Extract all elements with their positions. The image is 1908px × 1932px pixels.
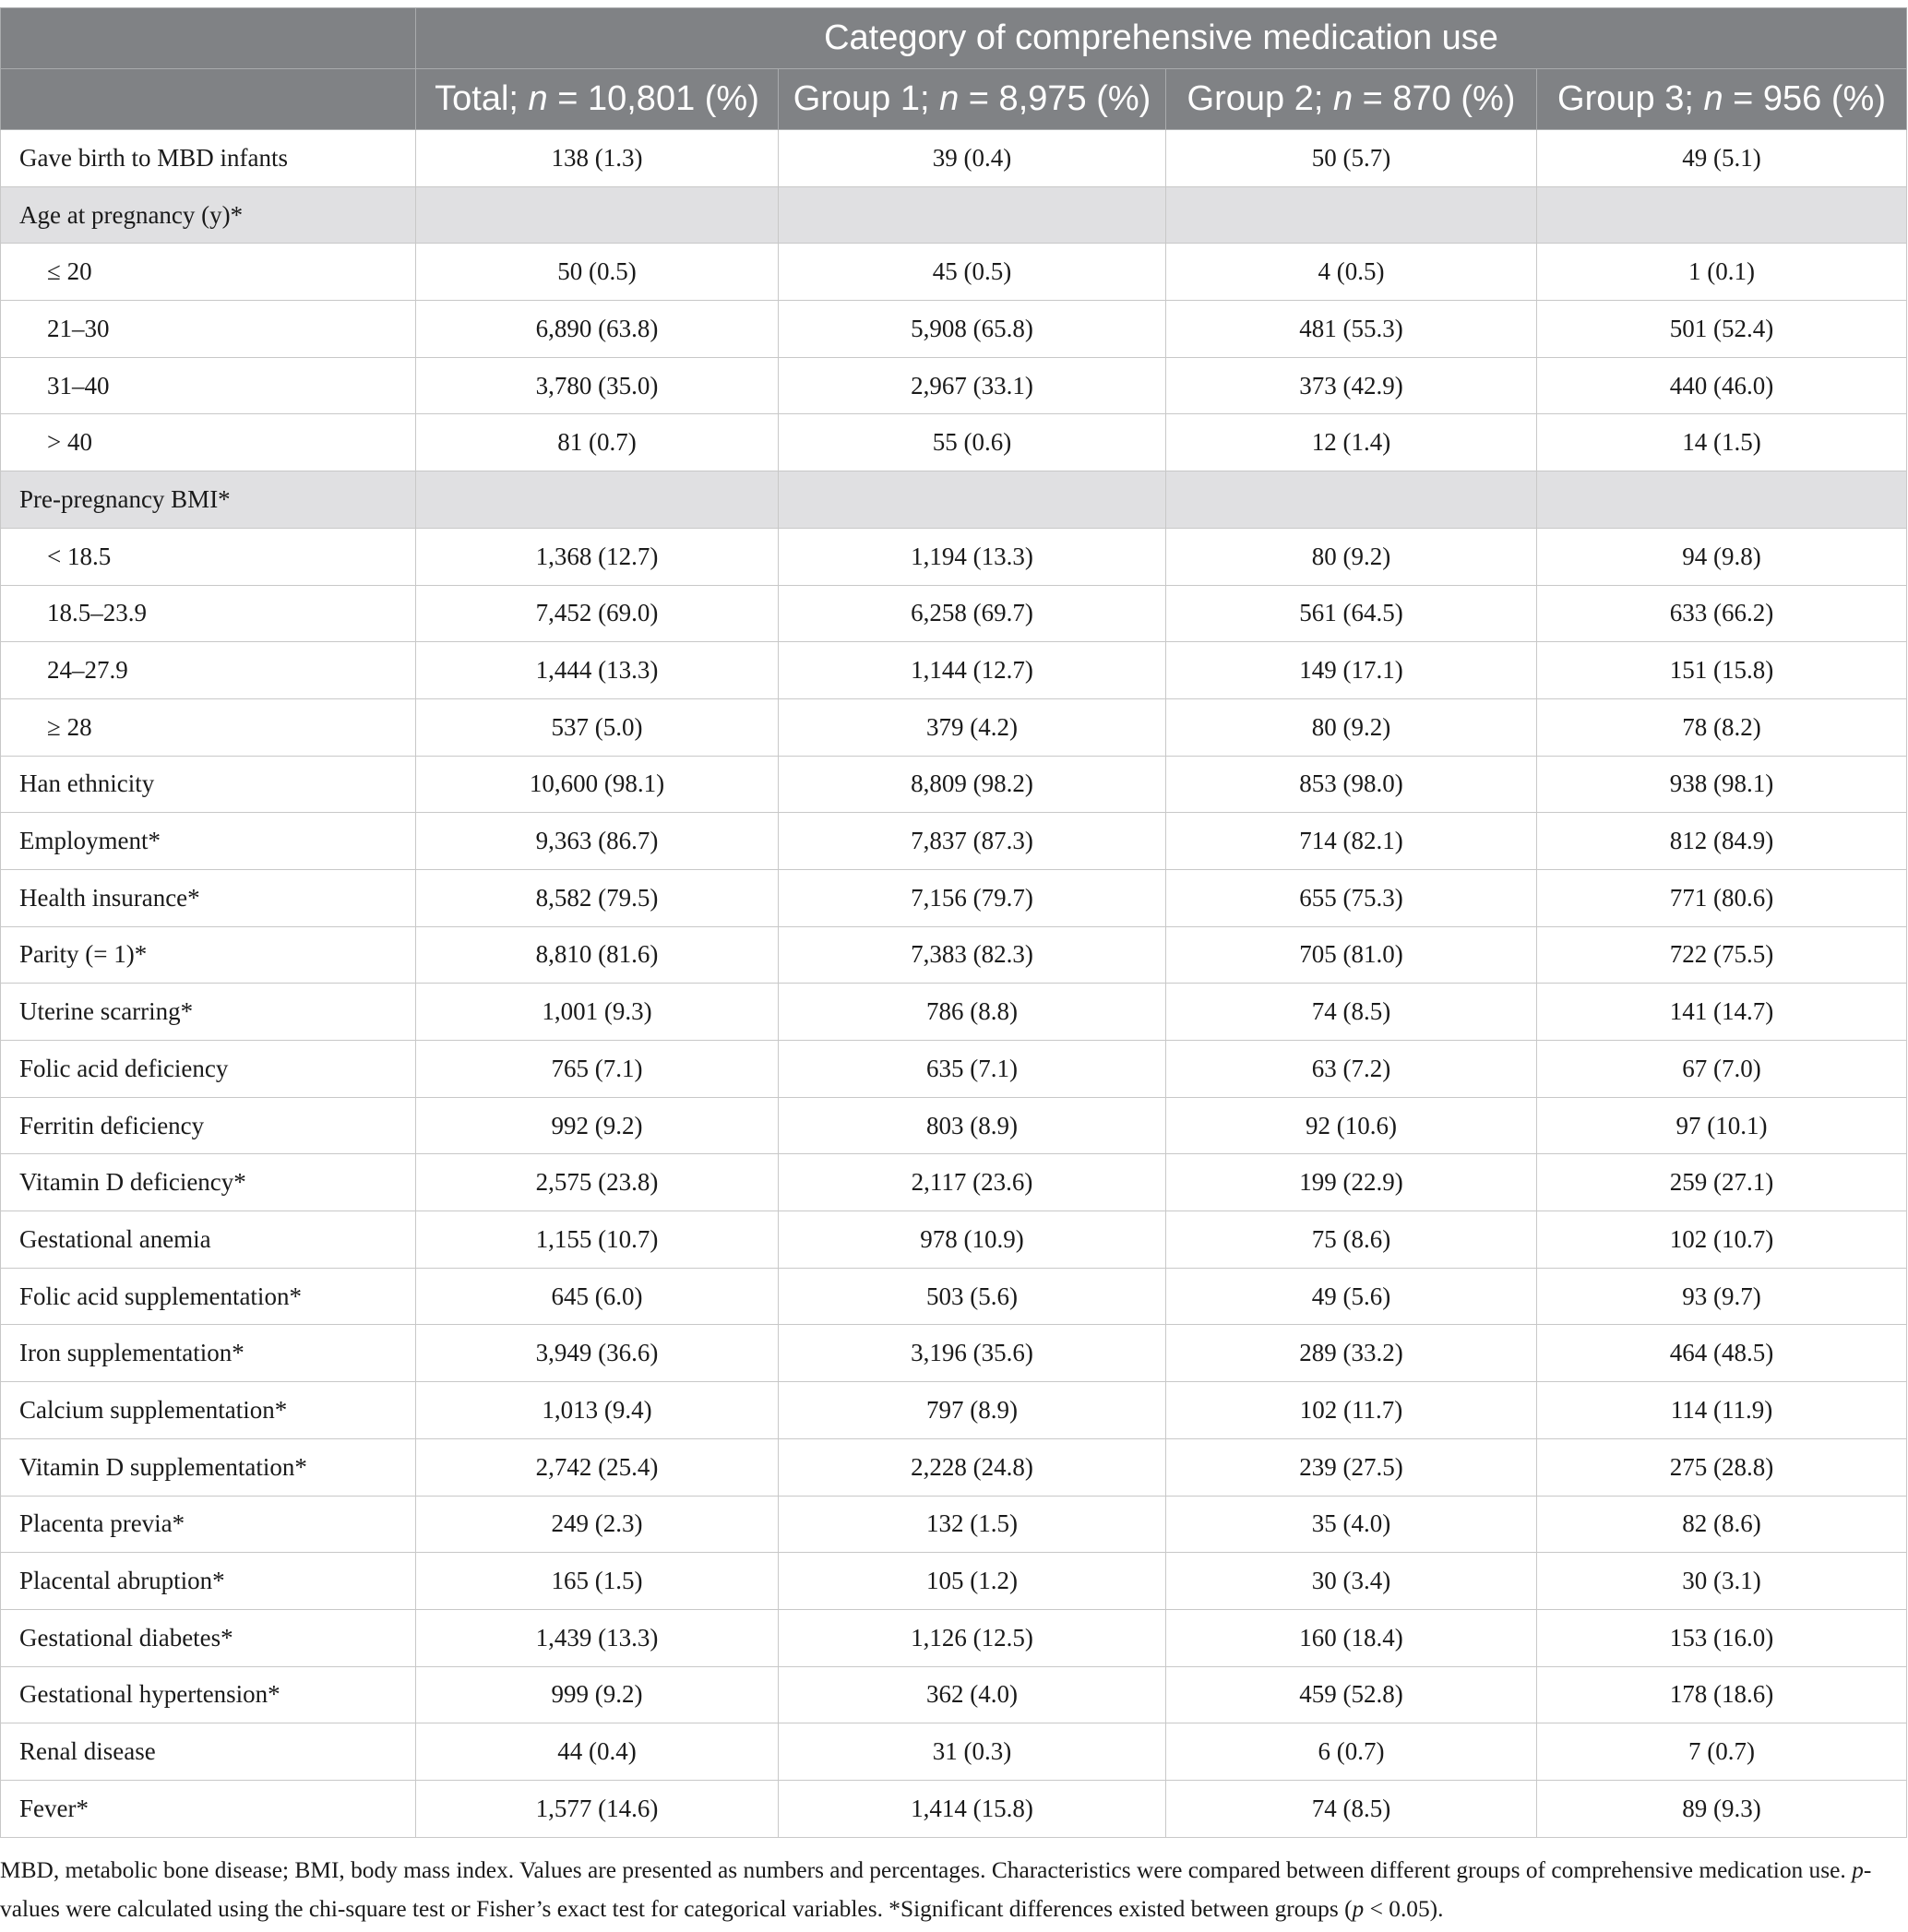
cell-total: 2,742 (25.4) <box>416 1438 779 1496</box>
cell-group-1: 7,837 (87.3) <box>779 813 1166 870</box>
table-row <box>1 1496 1907 1553</box>
column-header-total: Total; n = 10,801 (%) <box>416 69 779 130</box>
cell-group-2: 160 (18.4) <box>1166 1609 1537 1666</box>
cell-group-1: 7,156 (79.7) <box>779 869 1166 926</box>
row-label: Fever* <box>1 1780 416 1837</box>
cell-total: 1,001 (9.3) <box>416 984 779 1041</box>
table-row <box>1 1438 1907 1496</box>
table-row <box>1 1382 1907 1439</box>
cell-group-2: 481 (55.3) <box>1166 301 1537 358</box>
cell-group-1: 2,967 (33.1) <box>779 357 1166 414</box>
cell-group-2: 92 (10.6) <box>1166 1097 1537 1154</box>
cell-group-2: 102 (11.7) <box>1166 1382 1537 1439</box>
section-label: Pre-pregnancy BMI* <box>1 471 416 529</box>
cell-group-1: 105 (1.2) <box>779 1553 1166 1610</box>
cell-group-3: 722 (75.5) <box>1537 926 1907 984</box>
cell-group-1: 8,809 (98.2) <box>779 756 1166 813</box>
cell-group-2: 35 (4.0) <box>1166 1496 1537 1553</box>
cell-group-2: 289 (33.2) <box>1166 1325 1537 1382</box>
row-label: Parity (= 1)* <box>1 926 416 984</box>
cell-group-1: 6,258 (69.7) <box>779 585 1166 642</box>
cell-total: 6,890 (63.8) <box>416 301 779 358</box>
cell-total: 1,013 (9.4) <box>416 1382 779 1439</box>
cell-total: 765 (7.1) <box>416 1041 779 1098</box>
cell-group-1 <box>779 471 1166 529</box>
cell-group-2: 50 (5.7) <box>1166 130 1537 187</box>
table-row <box>1 642 1907 699</box>
cell-group-2: 4 (0.5) <box>1166 244 1537 301</box>
section-row <box>1 186 1907 244</box>
table-row <box>1 1211 1907 1269</box>
row-label: Health insurance* <box>1 869 416 926</box>
table-row <box>1 414 1907 471</box>
cell-group-2: 74 (8.5) <box>1166 1780 1537 1837</box>
table-row <box>1 357 1907 414</box>
header-group-title: Category of comprehensive medication use <box>416 8 1907 69</box>
cell-group-2: 853 (98.0) <box>1166 756 1537 813</box>
table-row <box>1 130 1907 187</box>
row-label: Uterine scarring* <box>1 984 416 1041</box>
cell-total: 1,368 (12.7) <box>416 528 779 585</box>
cell-total: 249 (2.3) <box>416 1496 779 1553</box>
row-label: Vitamin D supplementation* <box>1 1438 416 1496</box>
row-label: > 40 <box>1 414 416 471</box>
cell-group-1: 379 (4.2) <box>779 698 1166 756</box>
row-label: Gestational diabetes* <box>1 1609 416 1666</box>
cell-group-2: 373 (42.9) <box>1166 357 1537 414</box>
row-label: Gave birth to MBD infants <box>1 130 416 187</box>
table-row <box>1 1609 1907 1666</box>
cell-group-3: 78 (8.2) <box>1537 698 1907 756</box>
table-row <box>1 984 1907 1041</box>
cell-group-2: 705 (81.0) <box>1166 926 1537 984</box>
table-row <box>1 1097 1907 1154</box>
cell-total: 8,810 (81.6) <box>416 926 779 984</box>
row-label: Iron supplementation* <box>1 1325 416 1382</box>
cell-total: 50 (0.5) <box>416 244 779 301</box>
row-label: ≤ 20 <box>1 244 416 301</box>
cell-total: 81 (0.7) <box>416 414 779 471</box>
cell-group-1: 45 (0.5) <box>779 244 1166 301</box>
cell-group-3: 14 (1.5) <box>1537 414 1907 471</box>
cell-total: 165 (1.5) <box>416 1553 779 1610</box>
cell-group-3: 67 (7.0) <box>1537 1041 1907 1098</box>
cell-total: 3,780 (35.0) <box>416 357 779 414</box>
row-label: 21–30 <box>1 301 416 358</box>
cell-group-1: 39 (0.4) <box>779 130 1166 187</box>
cell-total: 645 (6.0) <box>416 1268 779 1325</box>
cell-group-3: 275 (28.8) <box>1537 1438 1907 1496</box>
cell-group-1: 786 (8.8) <box>779 984 1166 1041</box>
cell-group-2: 6 (0.7) <box>1166 1723 1537 1781</box>
cell-group-1: 635 (7.1) <box>779 1041 1166 1098</box>
table-row <box>1 1666 1907 1723</box>
section-row <box>1 471 1907 529</box>
cell-total: 7,452 (69.0) <box>416 585 779 642</box>
cell-group-1: 1,414 (15.8) <box>779 1780 1166 1837</box>
cell-group-2: 74 (8.5) <box>1166 984 1537 1041</box>
cell-total: 8,582 (79.5) <box>416 869 779 926</box>
cell-group-1: 1,126 (12.5) <box>779 1609 1166 1666</box>
cell-group-1: 1,144 (12.7) <box>779 642 1166 699</box>
column-header-group-1: Group 1; n = 8,975 (%) <box>779 69 1166 130</box>
row-label: Renal disease <box>1 1723 416 1781</box>
row-label: Folic acid supplementation* <box>1 1268 416 1325</box>
cell-group-3: 93 (9.7) <box>1537 1268 1907 1325</box>
header-corner-cell <box>1 8 416 69</box>
table-row <box>1 1780 1907 1837</box>
table-row <box>1 1553 1907 1610</box>
row-label: 18.5–23.9 <box>1 585 416 642</box>
row-label: Calcium supplementation* <box>1 1382 416 1439</box>
cell-group-1: 3,196 (35.6) <box>779 1325 1166 1382</box>
cell-group-3: 259 (27.1) <box>1537 1154 1907 1211</box>
table-row <box>1 585 1907 642</box>
row-label: Vitamin D deficiency* <box>1 1154 416 1211</box>
cell-group-1: 797 (8.9) <box>779 1382 1166 1439</box>
table-body <box>1 130 1907 1838</box>
cell-group-1: 2,117 (23.6) <box>779 1154 1166 1211</box>
cell-group-3: 440 (46.0) <box>1537 357 1907 414</box>
cell-group-3: 102 (10.7) <box>1537 1211 1907 1269</box>
table-row <box>1 1325 1907 1382</box>
table-row <box>1 528 1907 585</box>
cell-group-3: 464 (48.5) <box>1537 1325 1907 1382</box>
row-label: Folic acid deficiency <box>1 1041 416 1098</box>
cell-total <box>416 471 779 529</box>
cell-group-3: 114 (11.9) <box>1537 1382 1907 1439</box>
cell-total: 44 (0.4) <box>416 1723 779 1781</box>
table-row <box>1 869 1907 926</box>
cell-group-2: 239 (27.5) <box>1166 1438 1537 1496</box>
row-label: < 18.5 <box>1 528 416 585</box>
cell-total: 1,155 (10.7) <box>416 1211 779 1269</box>
cell-group-2: 80 (9.2) <box>1166 528 1537 585</box>
cell-group-1: 132 (1.5) <box>779 1496 1166 1553</box>
characteristics-table <box>0 7 1907 1838</box>
cell-group-3: 7 (0.7) <box>1537 1723 1907 1781</box>
section-label: Age at pregnancy (y)* <box>1 186 416 244</box>
cell-group-2: 459 (52.8) <box>1166 1666 1537 1723</box>
cell-total: 1,577 (14.6) <box>416 1780 779 1837</box>
row-label: 31–40 <box>1 357 416 414</box>
cell-group-3 <box>1537 471 1907 529</box>
cell-group-1: 362 (4.0) <box>779 1666 1166 1723</box>
cell-total: 3,949 (36.6) <box>416 1325 779 1382</box>
cell-group-2: 30 (3.4) <box>1166 1553 1537 1610</box>
table-row <box>1 1154 1907 1211</box>
cell-group-3: 771 (80.6) <box>1537 869 1907 926</box>
cell-group-2: 75 (8.6) <box>1166 1211 1537 1269</box>
cell-group-3: 178 (18.6) <box>1537 1666 1907 1723</box>
table-row <box>1 1268 1907 1325</box>
cell-group-1 <box>779 186 1166 244</box>
cell-group-3: 82 (8.6) <box>1537 1496 1907 1553</box>
cell-group-3: 501 (52.4) <box>1537 301 1907 358</box>
cell-group-1: 31 (0.3) <box>779 1723 1166 1781</box>
table-row <box>1 756 1907 813</box>
row-label: Placental abruption* <box>1 1553 416 1610</box>
cell-group-3: 153 (16.0) <box>1537 1609 1907 1666</box>
table-row <box>1 1723 1907 1781</box>
cell-group-1: 7,383 (82.3) <box>779 926 1166 984</box>
row-label: Gestational anemia <box>1 1211 416 1269</box>
cell-group-1: 803 (8.9) <box>779 1097 1166 1154</box>
cell-group-3: 89 (9.3) <box>1537 1780 1907 1837</box>
cell-group-2: 714 (82.1) <box>1166 813 1537 870</box>
table-row <box>1 813 1907 870</box>
cell-total: 2,575 (23.8) <box>416 1154 779 1211</box>
row-label: Employment* <box>1 813 416 870</box>
table-row <box>1 244 1907 301</box>
cell-total <box>416 186 779 244</box>
cell-group-2: 655 (75.3) <box>1166 869 1537 926</box>
row-label: ≥ 28 <box>1 698 416 756</box>
cell-group-3: 812 (84.9) <box>1537 813 1907 870</box>
cell-group-1: 5,908 (65.8) <box>779 301 1166 358</box>
cell-group-3: 141 (14.7) <box>1537 984 1907 1041</box>
cell-group-2 <box>1166 186 1537 244</box>
row-label: 24–27.9 <box>1 642 416 699</box>
cell-group-2: 561 (64.5) <box>1166 585 1537 642</box>
cell-group-3: 1 (0.1) <box>1537 244 1907 301</box>
cell-group-3: 49 (5.1) <box>1537 130 1907 187</box>
cell-group-1: 978 (10.9) <box>779 1211 1166 1269</box>
cell-group-2: 199 (22.9) <box>1166 1154 1537 1211</box>
cell-group-2: 63 (7.2) <box>1166 1041 1537 1098</box>
table-footnote: MBD, metabolic bone disease; BMI, body mass index. Values are presented as numbers and percentages. Characteristics were compared between different groups of comprehensive medication use. p-values were calculated using the chi-square test or Fisher’s exact test for categorical variables. *Significant differences existed between groups (p < 0.05). <box>0 1857 1872 1922</box>
cell-group-2: 12 (1.4) <box>1166 414 1537 471</box>
cell-group-1: 1,194 (13.3) <box>779 528 1166 585</box>
cell-total: 999 (9.2) <box>416 1666 779 1723</box>
table-row <box>1 926 1907 984</box>
cell-total: 992 (9.2) <box>416 1097 779 1154</box>
row-label: Gestational hypertension* <box>1 1666 416 1723</box>
cell-group-3: 30 (3.1) <box>1537 1553 1907 1610</box>
cell-group-2: 149 (17.1) <box>1166 642 1537 699</box>
cell-total: 537 (5.0) <box>416 698 779 756</box>
cell-group-1: 55 (0.6) <box>779 414 1166 471</box>
cell-total: 138 (1.3) <box>416 130 779 187</box>
cell-group-3: 94 (9.8) <box>1537 528 1907 585</box>
cell-group-3: 633 (66.2) <box>1537 585 1907 642</box>
cell-group-1: 503 (5.6) <box>779 1268 1166 1325</box>
row-label: Han ethnicity <box>1 756 416 813</box>
table-row <box>1 1041 1907 1098</box>
cell-total: 9,363 (86.7) <box>416 813 779 870</box>
cell-group-3: 151 (15.8) <box>1537 642 1907 699</box>
cell-group-2: 49 (5.6) <box>1166 1268 1537 1325</box>
row-label: Placenta previa* <box>1 1496 416 1553</box>
cell-group-3 <box>1537 186 1907 244</box>
cell-total: 10,600 (98.1) <box>416 756 779 813</box>
column-header-group-2: Group 2; n = 870 (%) <box>1166 69 1537 130</box>
table-row <box>1 698 1907 756</box>
cell-group-3: 97 (10.1) <box>1537 1097 1907 1154</box>
table-row <box>1 301 1907 358</box>
cell-group-2 <box>1166 471 1537 529</box>
cell-group-3: 938 (98.1) <box>1537 756 1907 813</box>
cell-total: 1,444 (13.3) <box>416 642 779 699</box>
cell-total: 1,439 (13.3) <box>416 1609 779 1666</box>
row-label: Ferritin deficiency <box>1 1097 416 1154</box>
column-header-group-3: Group 3; n = 956 (%) <box>1537 69 1907 130</box>
cell-group-1: 2,228 (24.8) <box>779 1438 1166 1496</box>
header-corner-cell-2 <box>1 69 416 130</box>
cell-group-2: 80 (9.2) <box>1166 698 1537 756</box>
